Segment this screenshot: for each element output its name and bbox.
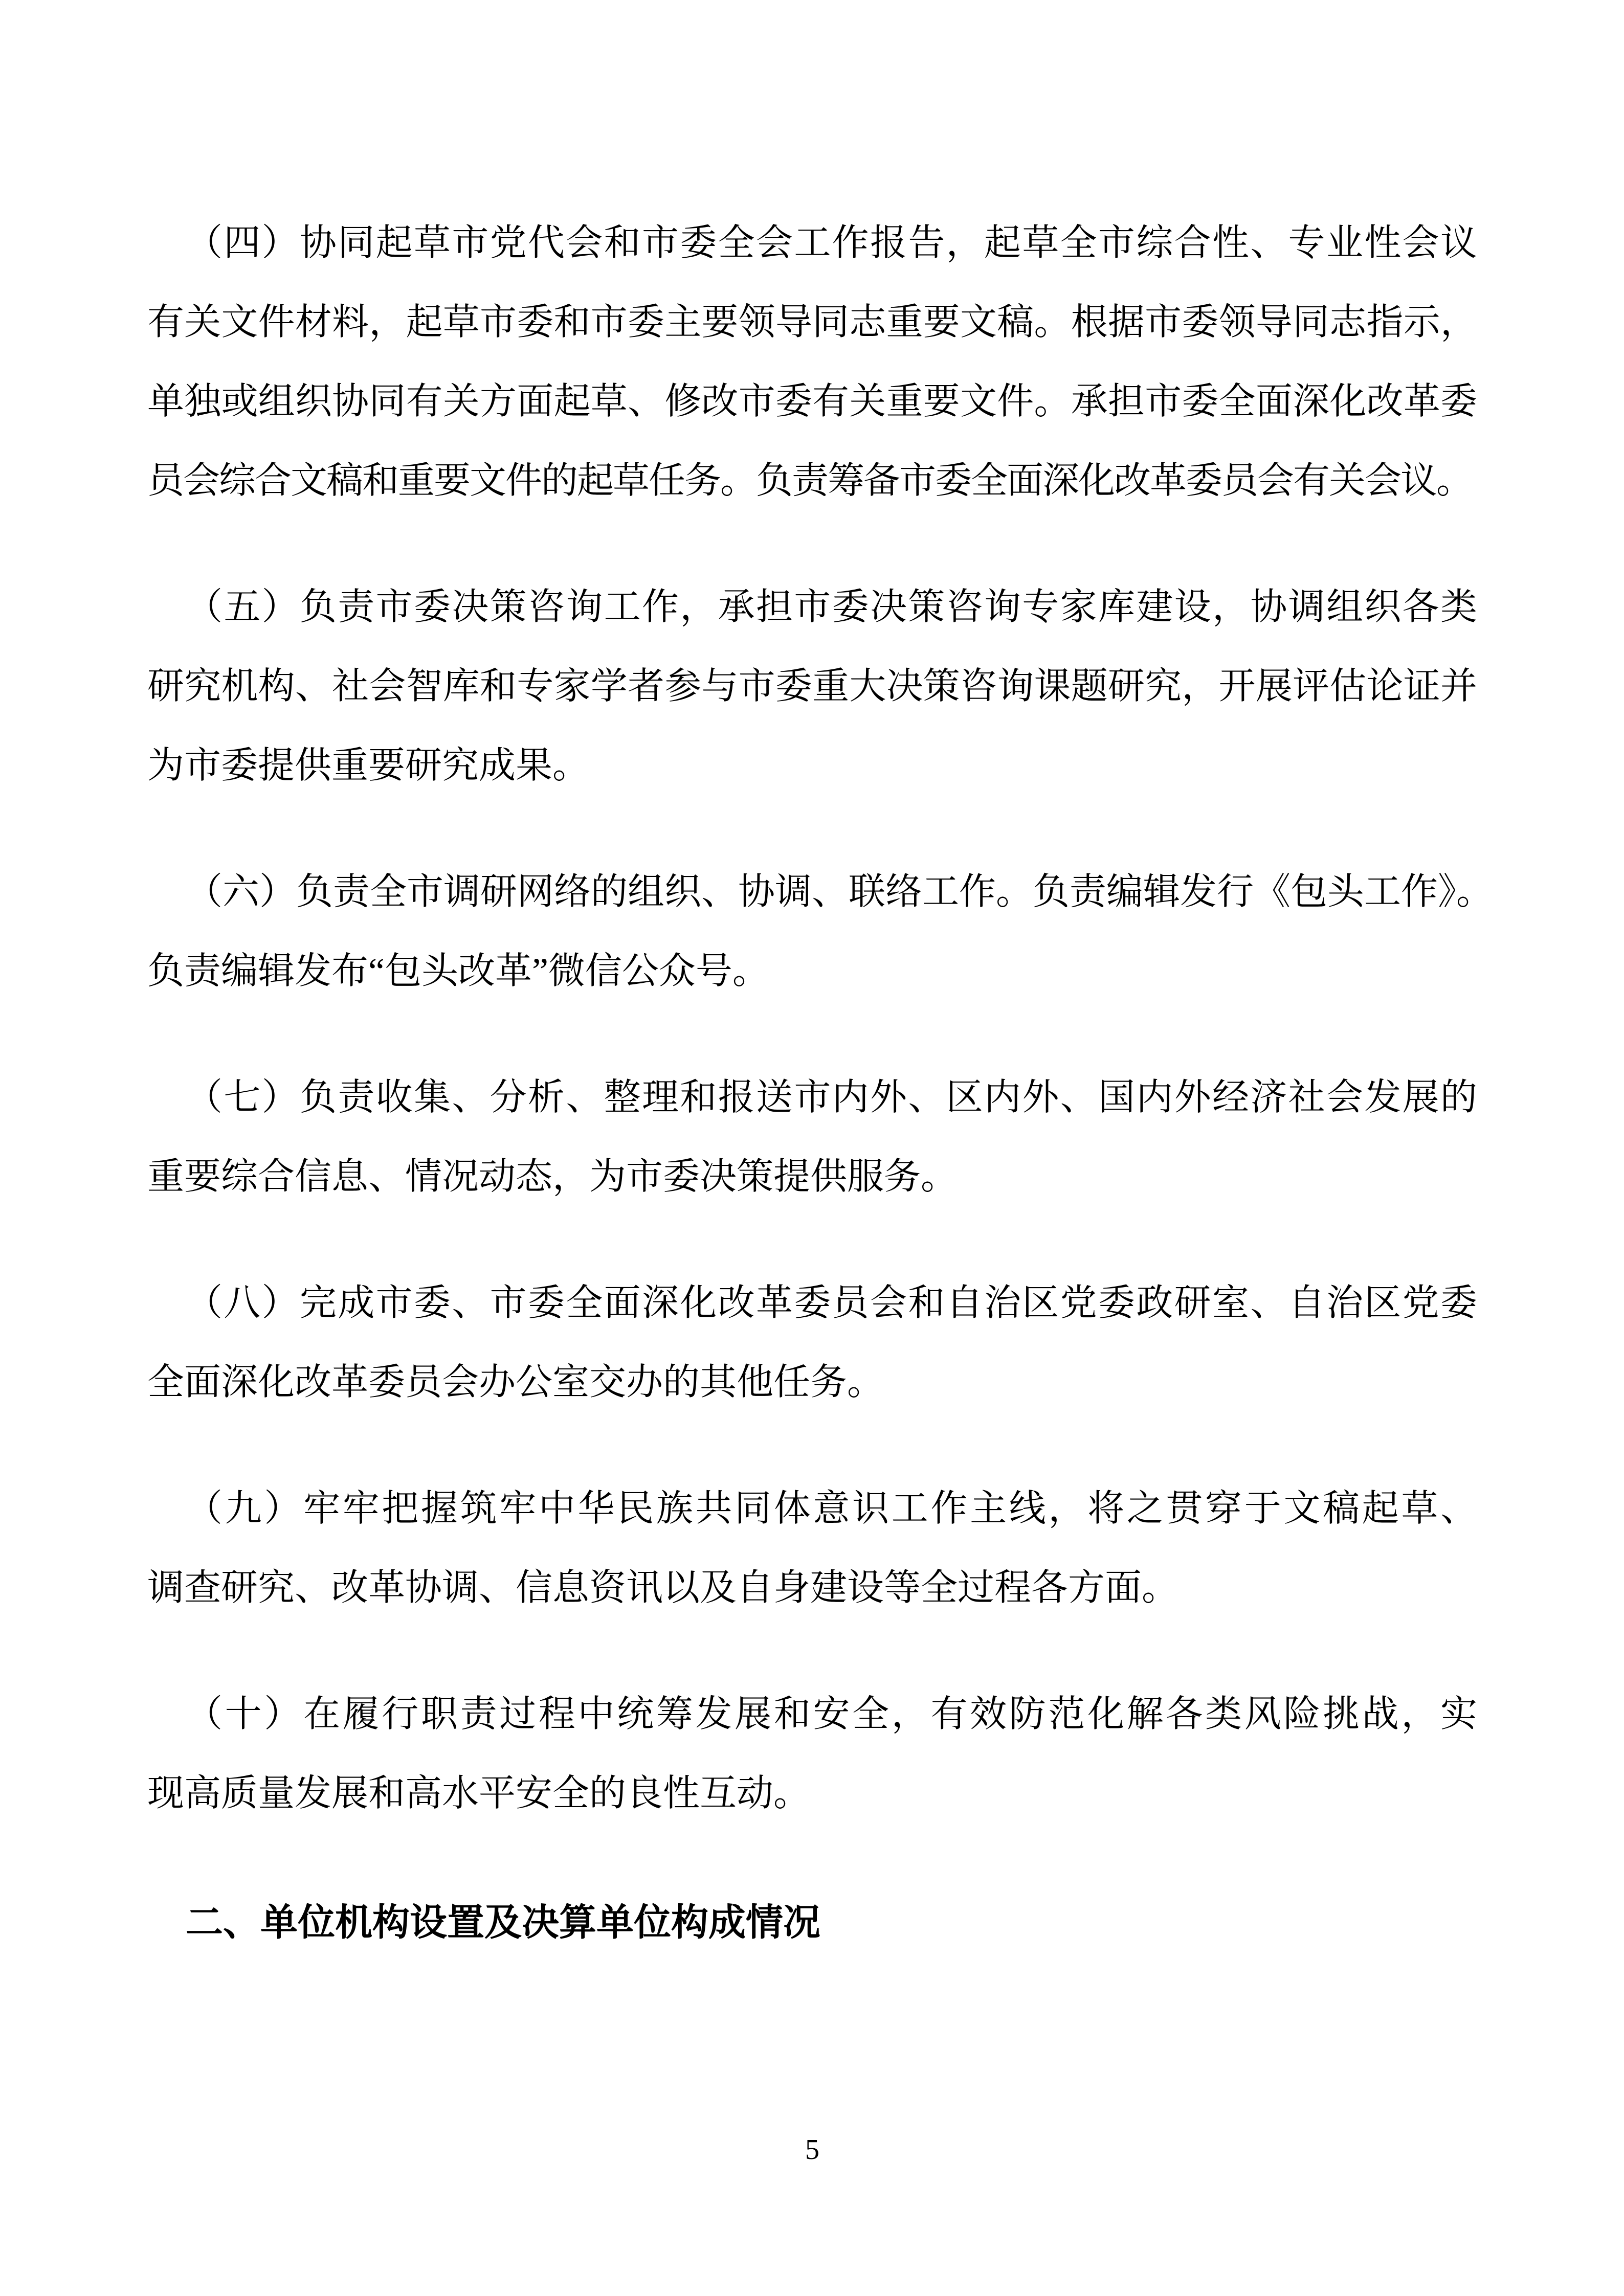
paragraph-line: 员会综合文稿和重要文件的起草任务。负责筹备市委全面深化改革委员会有关会议。 <box>147 460 1473 501</box>
paragraph-line: 全面深化改革委员会办公室交办的其他任务。 <box>147 1362 884 1403</box>
paragraph-line: 有关文件材料，起草市委和市委主要领导同志重要文稿。根据市委领导同志指示， <box>147 302 1477 343</box>
paragraph-line: 研究机构、社会智库和专家学者参与市委重大决策咨询课题研究，开展评估论证并 <box>147 666 1477 707</box>
paragraph-line: （八）完成市委、市委全面深化改革委员会和自治区党委政研室、自治区党委 <box>186 1282 1477 1323</box>
paragraph-line: 现高质量发展和高水平安全的良性互动。 <box>147 1773 811 1814</box>
paragraph-line: 负责编辑发布“包头改革”微信公众号。 <box>147 951 769 992</box>
duty-item-5 <box>147 568 1477 805</box>
paragraph-line: 单独或组织协同有关方面起草、修改市委有关重要文件。承担市委全面深化改革委 <box>147 381 1477 422</box>
duty-item-7 <box>147 1058 1477 1217</box>
page-number: 5 <box>805 2134 819 2166</box>
paragraph-line: （四）协同起草市党代会和市委全会工作报告，起草全市综合性、专业性会议 <box>186 222 1477 263</box>
duty-item-4 <box>147 204 1477 521</box>
paragraph-line: 为市委提供重要研究成果。 <box>147 745 590 786</box>
paragraph-line: 调查研究、改革协调、信息资讯以及自身建设等全过程各方面。 <box>147 1567 1179 1608</box>
duty-item-10 <box>147 1675 1477 1833</box>
paragraph-line: （六）负责全市调研网络的组织、协调、联络工作。负责编辑发行《包头工作》。 <box>186 871 1494 912</box>
duty-item-6 <box>147 852 1494 1011</box>
paragraph-line: 重要综合信息、情况动态，为市委决策提供服务。 <box>147 1156 958 1197</box>
paragraph-line: （十）在履行职责过程中统筹发展和安全，有效防范化解各类风险挑战，实 <box>186 1694 1477 1735</box>
duty-item-8 <box>147 1264 1477 1422</box>
section-heading: 二、单位机构设置及决算单位构成情况 <box>186 1902 820 1943</box>
document-content <box>147 204 1494 1962</box>
paragraph-line: （五）负责市委决策咨询工作，承担市委决策咨询专家库建设，协调组织各类 <box>186 587 1477 627</box>
duty-item-9 <box>147 1469 1477 1628</box>
paragraph-line: （九）牢牢把握筑牢中华民族共同体意识工作主线，将之贯穿于文稿起草、 <box>186 1488 1477 1529</box>
body-paragraphs <box>147 204 1494 1833</box>
paragraph-line: （七）负责收集、分析、整理和报送市内外、区内外、国内外经济社会发展的 <box>186 1077 1477 1118</box>
